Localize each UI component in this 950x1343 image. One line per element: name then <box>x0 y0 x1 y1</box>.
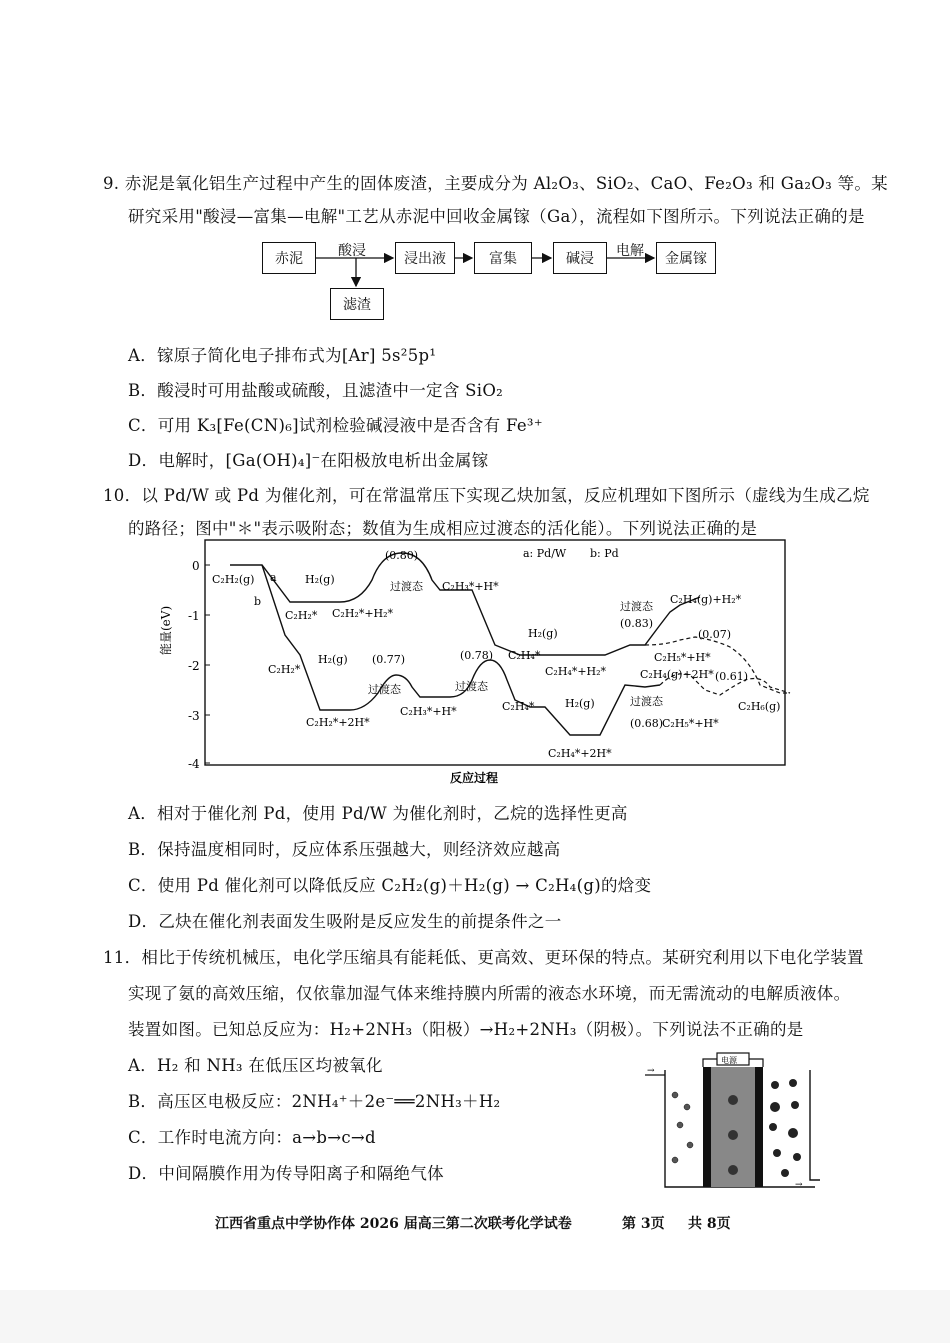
label-c2h3-h-a: C₂H₃*+H* <box>442 580 499 593</box>
legend-b: b: Pd <box>590 547 619 560</box>
q9-stem-line2: 研究采用"酸浸—富集—电解"工艺从赤泥中回收金属镓（Ga），流程如下图所示。下列说法正确的是 <box>128 207 865 226</box>
label-c2h2s-2h: C₂H₂*+2H* <box>306 716 370 729</box>
ytick-3: -3 <box>188 709 200 723</box>
label-ts6: (0.68) <box>630 717 664 730</box>
label-c2h2s-b: C₂H₂* <box>268 663 301 676</box>
label-b: b <box>254 595 262 608</box>
q9-option-d: D．电解时，[Ga(OH)₄]⁻在阳极放电析出金属镓 <box>128 451 489 470</box>
energy-diagram <box>150 535 800 790</box>
q10-stem-line1: 10．以 Pd/W 或 Pd 为催化剂，可在常温常压下实现乙炔加氢，反应机理如下图所示（虚线为生成乙烷 <box>103 486 870 505</box>
flow-label-electrolysis: 电解 <box>616 243 644 259</box>
label-c2h4s-a: C₂H₄* <box>508 649 541 662</box>
q9-option-b: B．酸浸时可用盐酸或硫酸，且滤渣中一定含 SiO₂ <box>128 381 504 400</box>
ytick-0: 0 <box>192 559 200 573</box>
label-h2g-a1: H₂(g) <box>305 573 335 586</box>
ytick-2: -2 <box>188 659 200 673</box>
label-h2g-b1: H₂(g) <box>318 653 348 666</box>
q11-stem-line1: 11．相比于传统机械压，电化学压缩具有能耗低、更高效、更环保的特点。某研究利用以下电化学装置 <box>103 948 864 967</box>
flow-box-enrich: 富集 <box>474 242 532 274</box>
y-axis-label: 能量(eV) <box>159 605 173 655</box>
label-ts7: (0.61) <box>715 670 749 683</box>
q10-option-c: C．使用 Pd 催化剂可以降低反应 C₂H₂(g)＋H₂(g) → C₂H₄(g)的焓变 <box>128 876 652 895</box>
label-ts1: (0.80) <box>385 549 419 562</box>
label-c2h5-h-a: C₂H₅*+H* <box>654 651 711 664</box>
label-ts6-word: 过渡态 <box>630 695 663 708</box>
label-ts2: (0.77) <box>372 653 406 666</box>
q9-option-a: A．镓原子简化电子排布式为[Ar] 5s²5p¹ <box>128 346 437 365</box>
label-h2g-b2: H₂(g) <box>565 697 595 710</box>
flow-box-alkali: 碱浸 <box>553 242 607 274</box>
label-c2h4s-b: C₂H₄* <box>502 700 535 713</box>
svg-text:→: → <box>795 1180 803 1190</box>
label-ts5: (0.07) <box>698 628 732 641</box>
label-ts4-word: 过渡态 <box>620 600 653 613</box>
electrode-left <box>703 1067 711 1187</box>
label-ts1-word: 过渡态 <box>390 580 423 593</box>
footer-total: 共 8页 <box>688 1216 731 1232</box>
q9-stem-line1: 9. 赤泥是氧化铝生产过程中产生的固体废渣，主要成分为 Al₂O₃、SiO₂、CaO、Fe₂O₃ 和 Ga₂O₃ 等。某 <box>103 174 888 193</box>
label-c2h2s-a: C₂H₂* <box>285 609 318 622</box>
label-h2g-a2: H₂(g) <box>528 627 558 640</box>
flow-box-chini: 赤泥 <box>262 242 316 274</box>
label-ts3: (0.78) <box>460 649 494 662</box>
flow-box-residue: 滤渣 <box>330 288 384 320</box>
q9-option-c: C．可用 K₃[Fe(CN)₆]试剂检验碱浸液中是否含有 Fe³⁺ <box>128 416 543 435</box>
flow-label-acid: 酸浸 <box>338 243 366 259</box>
q11-option-a: A．H₂ 和 NH₃ 在低压区均被氧化 <box>128 1056 383 1075</box>
q10-option-b: B．保持温度相同时，反应体系压强越大，则经济效应越高 <box>128 840 561 859</box>
q10-option-d: D．乙炔在催化剂表面发生吸附是反应发生的前提条件之一 <box>128 912 562 931</box>
flow-arrows <box>0 0 950 330</box>
q11-stem-line3: 装置如图。已知总反应为：H₂+2NH₃（阳极）→H₂+2NH₃（阴极）。下列说法不正确的是 <box>128 1020 804 1039</box>
path-ethane-dashed-a <box>645 637 790 693</box>
flow-box-leachate: 浸出液 <box>395 242 455 274</box>
svg-text:→: → <box>647 1066 655 1076</box>
footer-title: 江西省重点中学协作体 2026 届高三第二次联考化学试卷 <box>215 1216 572 1232</box>
footer-page: 第 3页 <box>622 1216 665 1232</box>
q11-option-b: B．高压区电极反应：2NH₄⁺＋2e⁻══2NH₃＋H₂ <box>128 1092 501 1111</box>
q11-stem-line2: 实现了氨的高效压缩，仅依靠加湿气体来维持膜内所需的液态水环境，而无需流动的电解质液体。 <box>128 984 851 1003</box>
q11-option-d: D．中间隔膜作用为传导阳离子和隔绝气体 <box>128 1164 444 1183</box>
label-c2h4g-2h: C₂H₄(g)+2H* <box>640 668 714 681</box>
q10-option-a: A．相对于催化剂 Pd，使用 Pd/W 为催化剂时，乙烷的选择性更高 <box>128 804 628 823</box>
legend-a: a: Pd/W <box>523 547 567 560</box>
label-c2h5-h-b: C₂H₅*+H* <box>662 717 719 730</box>
electrochem-device <box>645 1045 825 1195</box>
label-ts3-word: 过渡态 <box>455 680 488 693</box>
electrode-right <box>755 1067 763 1187</box>
label-c2h6g: C₂H₆(g) <box>738 700 781 713</box>
ytick-4: -4 <box>188 757 200 771</box>
x-axis-label: 反应过程 <box>450 771 499 785</box>
power-supply-label: 电源 <box>721 1056 737 1065</box>
label-ts4: (0.83) <box>620 617 654 630</box>
ytick-1: -1 <box>188 609 200 623</box>
flow-box-gallium: 金属镓 <box>656 242 716 274</box>
label-c2h2g: C₂H₂(g) <box>212 573 255 586</box>
q10-stem-line2: 的路径；图中"＊"表示吸附态；数值为生成相应过渡态的活化能）。下列说法正确的是 <box>128 519 758 538</box>
label-ts2-word: 过渡态 <box>368 683 401 696</box>
q11-option-c: C．工作时电流方向：a→b→c→d <box>128 1128 376 1147</box>
label-c2h4s-h2: C₂H₄*+H₂* <box>545 665 607 678</box>
label-c2h2s-h2: C₂H₂*+H₂* <box>332 607 394 620</box>
label-a: a <box>270 571 277 584</box>
label-c2h4g-h2: C₂H₄(g)+H₂* <box>670 593 742 606</box>
label-c2h3-h-b: C₂H₃*+H* <box>400 705 457 718</box>
y-axis <box>158 559 210 771</box>
label-c2h4s-2h: C₂H₄*+2H* <box>548 747 612 760</box>
